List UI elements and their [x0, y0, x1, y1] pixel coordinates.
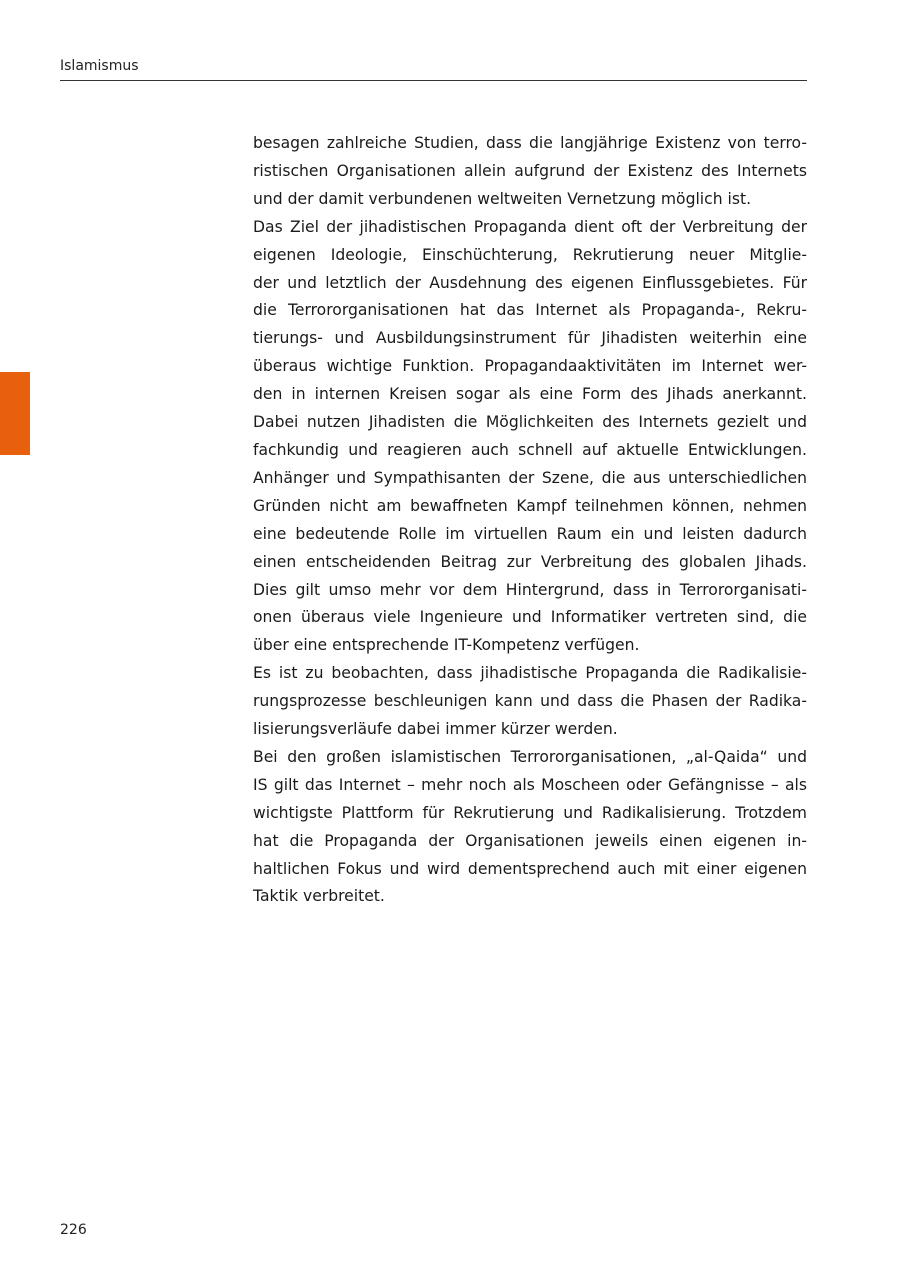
text-line: über eine entsprechende IT-Kompetenz verfügen. — [253, 636, 640, 655]
text-line: der und letztlich der Ausdehnung des eigenen Einflussgebietes. Für — [253, 273, 807, 292]
text-line: fachkundig und reagieren auch schnell auf aktuelle Entwicklungen. — [253, 440, 807, 459]
text-line: Dabei nutzen Jihadisten die Möglichkeiten des Internets gezielt und — [253, 413, 807, 432]
text-line: onen überaus viele Ingenieure und Informatiker vertreten sind, die — [253, 608, 807, 627]
text-line: IS gilt das Internet – mehr noch als Moscheen oder Gefängnisse – als — [253, 775, 807, 794]
text-line: rungsprozesse beschleunigen kann und dass die Phasen der Radika- — [253, 692, 807, 711]
text-line: die Terrororganisationen hat das Internet als Propaganda-, Rekru- — [253, 301, 807, 320]
text-line: Bei den großen islamistischen Terrororganisationen, „al-Qaida“ und — [253, 747, 807, 766]
text-line: überaus wichtige Funktion. Propagandaaktivitäten im Internet wer- — [253, 357, 807, 376]
text-line: Gründen nicht am bewaffneten Kampf teilnehmen können, nehmen — [253, 496, 807, 515]
text-line: eigenen Ideologie, Einschüchterung, Rekrutierung neuer Mitglie- — [253, 245, 807, 264]
chapter-thumb-tab — [0, 372, 30, 455]
text-line: tierungs- und Ausbildungsinstrument für Jihadisten weiterhin eine — [253, 329, 807, 348]
running-head-title: Islamismus — [60, 58, 139, 74]
text-line: und der damit verbundenen weltweiten Vernetzung möglich ist. — [253, 189, 752, 208]
text-line: Das Ziel der jihadistischen Propaganda dient oft der Verbreitung der — [253, 217, 807, 236]
text-line: besagen zahlreiche Studien, dass die langjährige Existenz von terro- — [253, 134, 807, 152]
text-line: Taktik verbreitet. — [253, 887, 385, 906]
text-line: Es ist zu beobachten, dass jihadistische Propaganda die Radikalisie- — [253, 664, 807, 683]
paragraph-4 — [253, 744, 807, 911]
text-line: wichtigste Plattform für Rekrutierung und Radikalisierung. Trotzdem — [253, 803, 807, 822]
text-line: Anhänger und Sympathisanten der Szene, die aus unterschiedlichen — [253, 468, 807, 487]
page-number: 226 — [60, 1222, 87, 1238]
paragraph-1 — [253, 130, 807, 214]
text-line: den in internen Kreisen sogar als eine Form des Jihads anerkannt. — [253, 385, 807, 404]
text-line: einen entscheidenden Beitrag zur Verbreitung des globalen Jihads. — [253, 552, 807, 571]
text-line: Dies gilt umso mehr vor dem Hintergrund, dass in Terrororganisati- — [253, 580, 807, 599]
header-divider — [60, 80, 807, 81]
text-line: hat die Propaganda der Organisationen jeweils einen eigenen in- — [253, 831, 807, 850]
text-line: eine bedeutende Rolle im virtuellen Raum ein und leisten dadurch — [253, 524, 807, 543]
text-line: lisierungsverläufe dabei immer kürzer werden. — [253, 720, 618, 739]
text-line: haltlichen Fokus und wird dementsprechend auch mit einer eigenen — [253, 859, 807, 878]
text-line: ristischen Organisationen allein aufgrund der Existenz des Internets — [253, 161, 807, 180]
paragraph-2 — [253, 214, 807, 661]
body-text — [253, 130, 807, 911]
paragraph-3 — [253, 660, 807, 744]
